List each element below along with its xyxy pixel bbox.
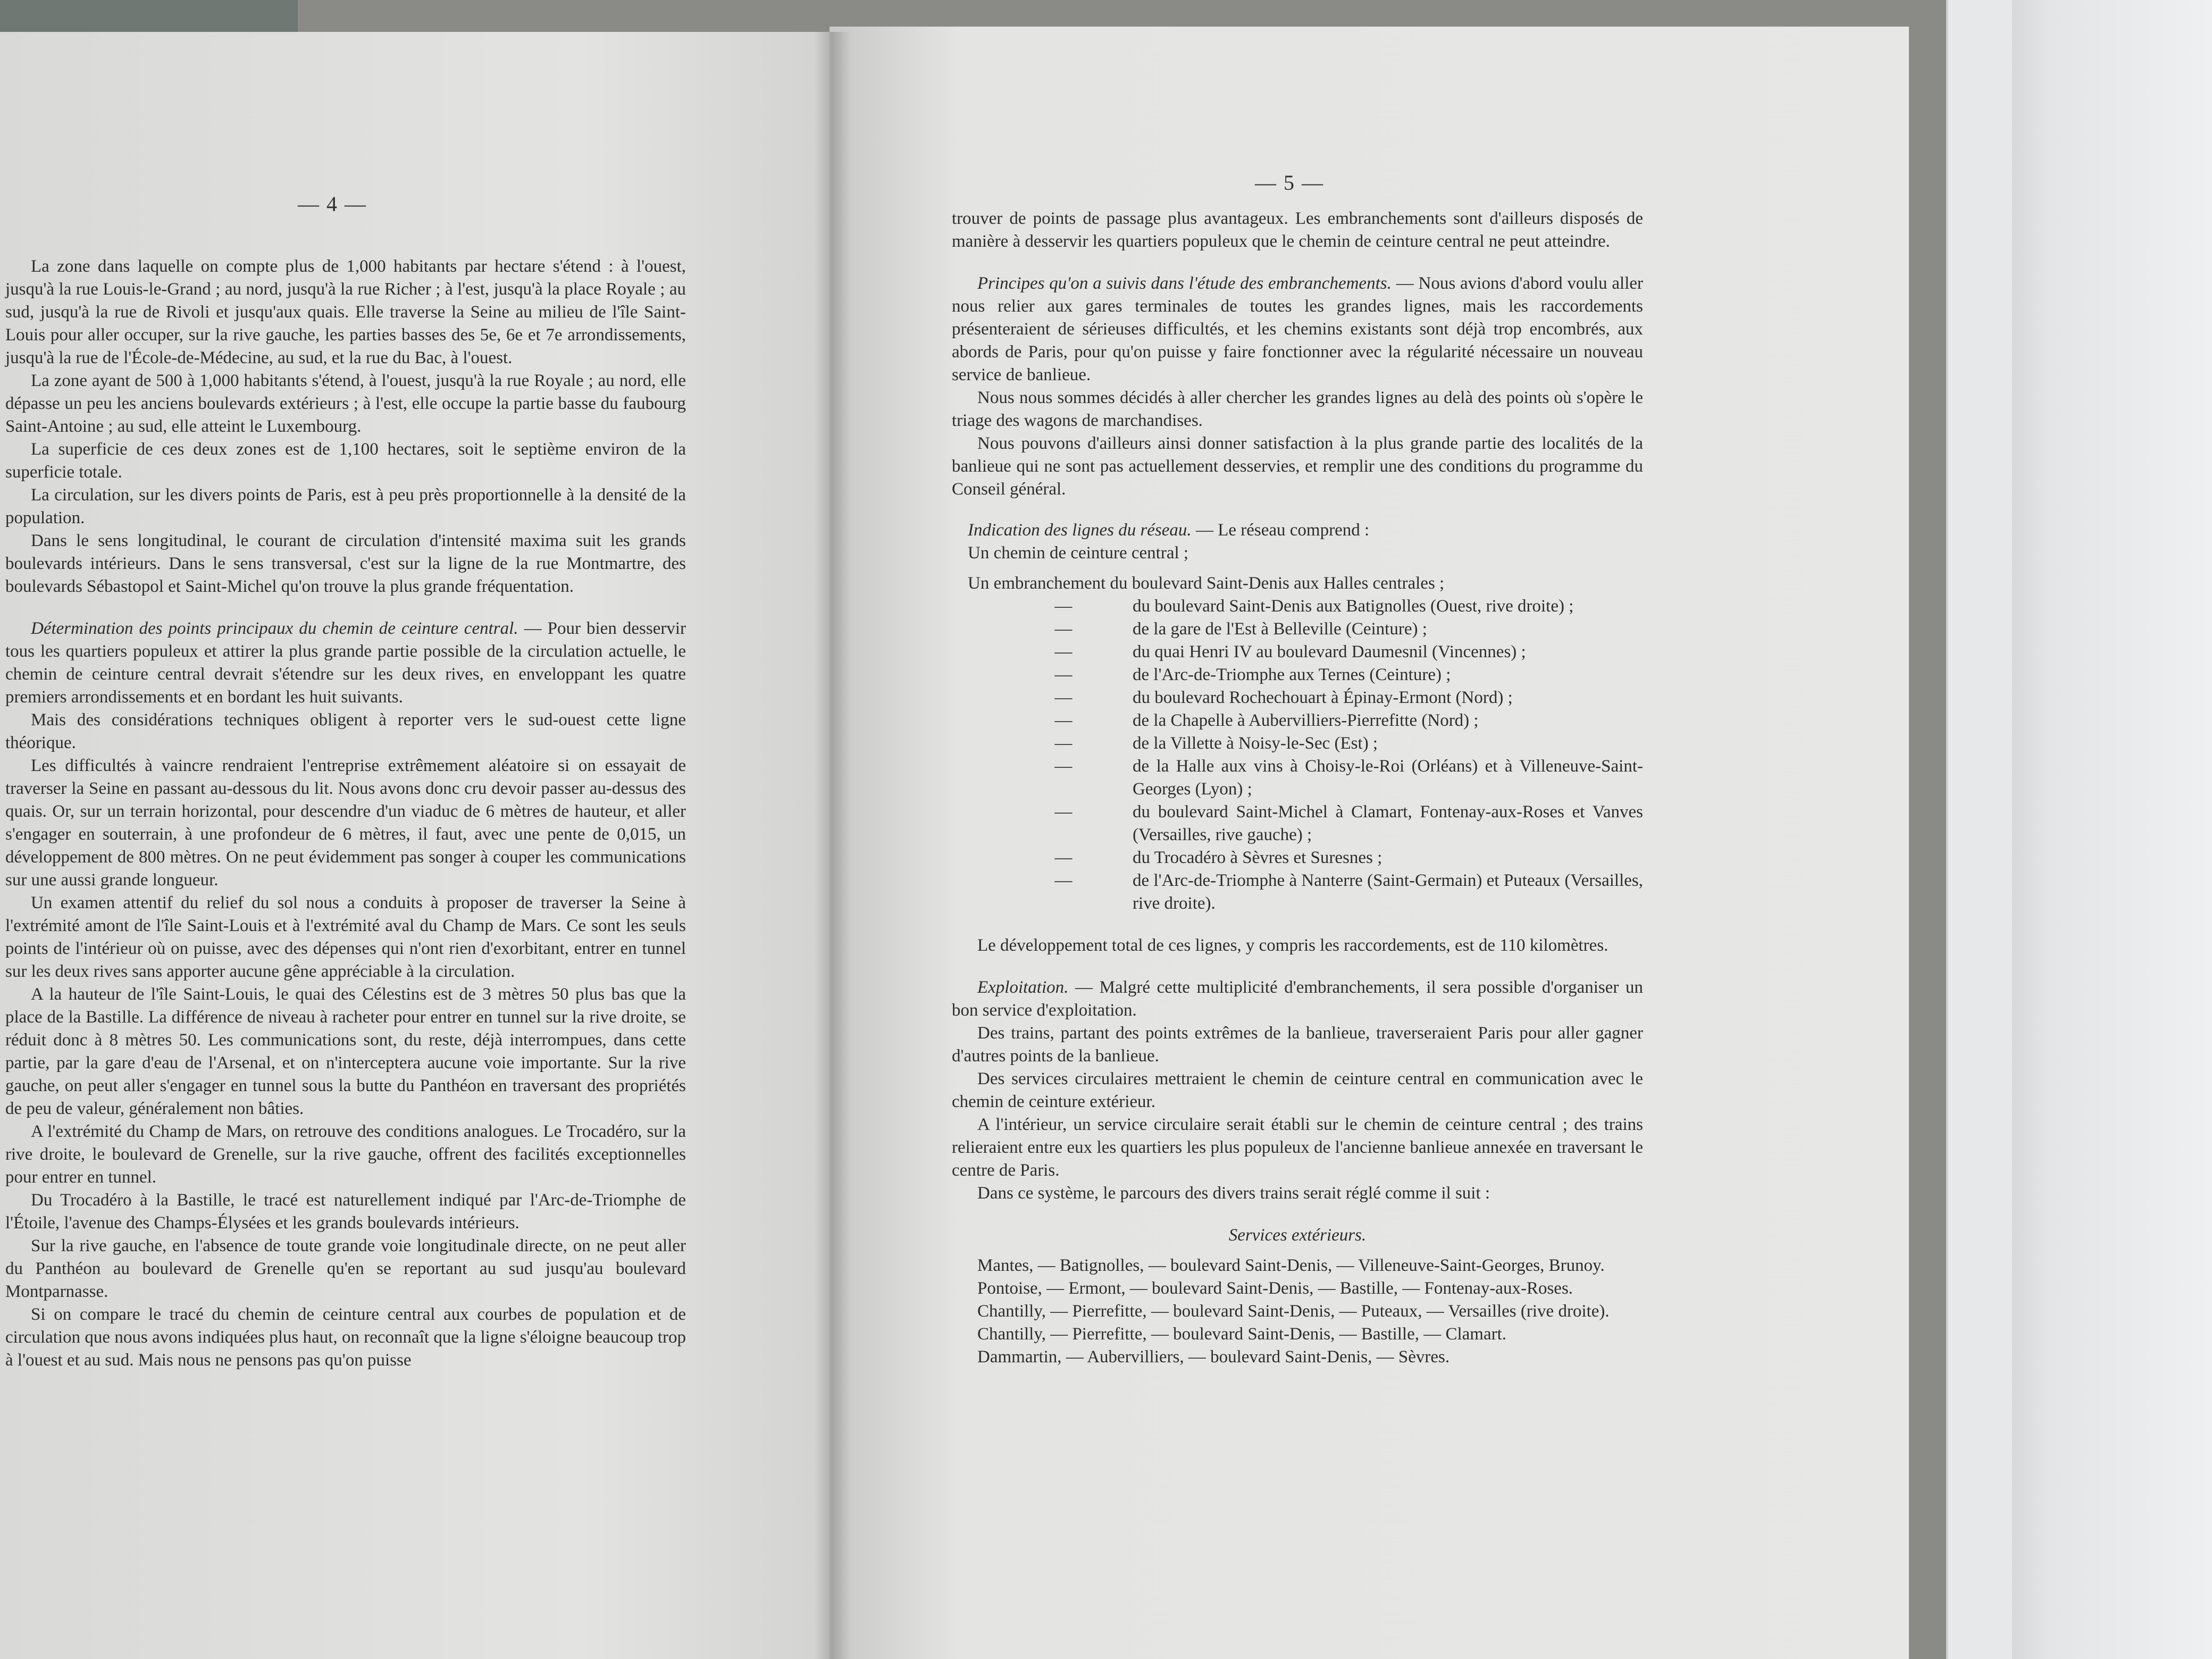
list-item <box>952 664 1643 686</box>
branch-text: du Trocadéro à Sèvres et Suresnes ; <box>1133 848 1382 867</box>
branch-text: de la Chapelle à Aubervilliers-Pierrefitte (Nord) ; <box>1133 711 1479 730</box>
service-line: Chantilly, — Pierrefitte, — boulevard Saint-Denis, — Puteaux, — Versailles (rive droite). <box>977 1302 1610 1321</box>
list-item <box>952 755 1643 801</box>
page-number: — 5 — <box>1255 171 1324 195</box>
right-text-column <box>952 207 1643 1369</box>
dash: — <box>1054 848 1073 867</box>
dash: — <box>1054 597 1073 616</box>
dash: — <box>1054 871 1073 890</box>
paragraph: Dans ce système, le parcours des divers trains serait réglé comme il suit : <box>977 1184 1490 1203</box>
page-number: — 4 — <box>298 192 367 216</box>
list-item <box>952 641 1643 664</box>
section-title: Principes qu'on a suivis dans l'étude des embranchements. <box>977 274 1392 293</box>
list-item <box>952 869 1643 915</box>
dash: — <box>1054 665 1073 684</box>
service-line: Chantilly, — Pierrefitte, — boulevard Saint-Denis, — Bastille, — Clamart. <box>977 1325 1507 1344</box>
paragraph: Un examen attentif du relief du sol nous a conduits à proposer de traverser la Seine à l'extrémité amont de l'île Saint-Louis et à l'extrémité aval du Champ de Mars. Ce sont les seuls points de l'intérieur où on puisse, avec des dépenses qui n'ont rien d'exorbitant, entrer en tunnel sur les deux rives sans apporter aucune gêne appréciable à la circulation. <box>5 893 686 981</box>
dash: — <box>1054 711 1073 730</box>
paragraph: A la hauteur de l'île Saint-Louis, le quai des Célestins est de 3 mètres 50 plus bas que la place de la Bastille. La différence de niveau à racheter pour entrer en tunnel sur la rive droite, se réduit donc à 8 mètres 50. Les communications sont, du reste, déjà interrompues, dans cette partie, par la gare d'eau de l'Arsenal, et on n'interceptera aucune voie importante. Sur la rive gauche, on peut aller s'engager en tunnel sous la butte du Panthéon en traversant des propriétés de peu de valeur, généralement non bâties. <box>5 985 686 1118</box>
paragraph: Des trains, partant des points extrêmes de la banlieue, traverseraient Paris pour aller gagner d'autres points de la banlieue. <box>952 1024 1643 1066</box>
paragraph: Nous nous sommes décidés à aller chercher les grandes lignes au delà des points où s'opère le triage des wagons de marchandises. <box>952 388 1643 430</box>
left-page <box>0 32 830 1659</box>
paragraph: trouver de points de passage plus avantageux. Les embranchements sont d'ailleurs disposés de manière à desservir les quartiers populeux que le chemin de ceinture central ne peut atteindre. <box>952 209 1643 251</box>
paragraph: A l'intérieur, un service circulaire serait établi sur le chemin de ceinture central ; des trains relieraient entre eux les quartiers les plus populeux de l'ancienne banlieue annexée en traversant le centre de Paris. <box>952 1115 1643 1180</box>
paragraph: La zone dans laquelle on compte plus de 1,000 habitants par hectare s'étend : à l'ouest, jusqu'à la rue Louis-le-Grand ; au nord, jusqu'à la rue Richer ; à l'est, jusqu'à la place Royale ; au sud, jusqu'à la rue de Rivoli et jusqu'aux quais. Elle traverse la Seine au milieu de l'île Saint-Louis pour aller occuper, sur la rive gauche, les parties basses des 5e, 6e et 7e arrondissements, jusqu'à la rue de l'École-de-Médecine, au sud, et la rue du Bac, à l'ouest. <box>5 257 686 367</box>
section-title: Indication des lignes du réseau. <box>968 521 1192 540</box>
branch-text: du quai Henri IV au boulevard Daumesnil (Vincennes) ; <box>1133 642 1526 661</box>
right-page <box>830 27 1909 1659</box>
paragraph-text: — Malgré cette multiplicité d'embranchements, il sera possible d'organiser un bon service d'exploitation. <box>952 978 1644 1020</box>
branch-text: de l'Arc-de-Triomphe à Nanterre (Saint-Germain) et Puteaux (Versailles, rive droite). <box>1133 871 1643 913</box>
paragraph: Des services circulaires mettraient le chemin de ceinture central en communication avec le chemin de ceinture extérieur. <box>952 1069 1643 1111</box>
paragraph: Sur la rive gauche, en l'absence de toute grande voie longitudinale directe, on ne peut aller du Panthéon au boulevard de Grenelle qu'en se reportant au sud jusqu'au boulevard Montparnasse. <box>5 1236 686 1301</box>
service-line: Mantes, — Batignolles, — boulevard Saint-Denis, — Villeneuve-Saint-Georges, Brunoy. <box>977 1256 1605 1275</box>
dash: — <box>1054 734 1073 753</box>
dash: — <box>1054 688 1073 707</box>
branch-text: de la Villette à Noisy-le-Sec (Est) ; <box>1133 734 1378 753</box>
list-item <box>952 686 1643 709</box>
services-title: Services extérieurs. <box>1228 1226 1367 1245</box>
paragraph-text: — Le réseau comprend : <box>1195 521 1370 540</box>
section-paragraph <box>5 617 686 709</box>
list-item: Un chemin de ceinture central ; <box>968 543 1189 563</box>
branch-text: du boulevard Saint-Denis aux Batignolles (Ouest, rive droite) ; <box>1133 597 1574 616</box>
page-stack-edge <box>1946 0 2012 1659</box>
branch-list <box>952 595 1643 915</box>
service-line: Dammartin, — Aubervilliers, — boulevard Saint-Denis, — Sèvres. <box>977 1347 1450 1367</box>
branch-text: de l'Arc-de-Triomphe aux Ternes (Ceinture) ; <box>1133 665 1451 684</box>
branch-text: du boulevard Saint-Michel à Clamart, Fontenay-aux-Roses et Vanves (Versailles, rive gauche) ; <box>1133 802 1643 844</box>
dash: — <box>1054 757 1073 776</box>
section-title: Détermination des points principaux du chemin de ceinture central. <box>31 619 518 638</box>
list-item: Un embranchement du boulevard Saint-Denis aux Halles centrales ; <box>968 574 1445 593</box>
paragraph: La circulation, sur les divers points de Paris, est à peu près proportionnelle à la densité de la population. <box>5 485 686 527</box>
section-title <box>952 1224 1643 1247</box>
list-item <box>952 801 1643 847</box>
service-line: Pontoise, — Ermont, — boulevard Saint-Denis, — Bastille, — Fontenay-aux-Roses. <box>977 1279 1573 1298</box>
section-title: Exploitation. <box>977 978 1069 997</box>
section-paragraph <box>952 976 1643 1022</box>
list-item <box>952 595 1643 618</box>
dash: — <box>1054 802 1073 822</box>
branch-text: de la gare de l'Est à Belleville (Ceinture) ; <box>1133 619 1427 639</box>
dash: — <box>1054 642 1073 661</box>
paragraph: Dans le sens longitudinal, le courant de circulation d'intensité maxima suit les grands boulevards intérieurs. Dans le sens transversal, c'est sur la ligne de la rue Montmartre, des boulevards Sébastopol et Saint-Michel qu'on trouve la plus grande fréquentation. <box>5 531 686 596</box>
paragraph-text: — Pour bien desservir tous les quartiers populeux et attirer la plus grande partie possible de la circulation actuelle, le chemin de ceinture central devrait s'étendre sur les deux rives, en enveloppant les quatre premiers arrondissements et en bordant les huit suivants. <box>5 619 686 707</box>
paragraph: Du Trocadéro à la Bastille, le tracé est naturellement indiqué par l'Arc-de-Triomphe de l'Étoile, l'avenue des Champs-Élysées et les grands boulevards intérieurs. <box>5 1191 686 1233</box>
paragraph: Mais des considérations techniques obligent à reporter vers le sud-ouest cette ligne théorique. <box>5 710 686 752</box>
paragraph: La zone ayant de 500 à 1,000 habitants s'étend, à l'ouest, jusqu'à la rue Royale ; au nord, elle dépasse un peu les anciens boulevards extérieurs ; à l'est, elle occupe la partie basse du faubourg Saint-Antoine ; au sud, elle atteint le Luxembourg. <box>5 371 686 436</box>
section-paragraph <box>952 519 1643 542</box>
branch-text: du boulevard Rochechouart à Épinay-Ermont (Nord) ; <box>1133 688 1513 707</box>
list-item <box>952 847 1643 869</box>
book-gutter <box>814 32 851 1659</box>
paragraph: La superficie de ces deux zones est de 1,100 hectares, soit le septième environ de la superficie totale. <box>5 440 686 482</box>
list-item <box>952 732 1643 755</box>
paragraph: Si on compare le tracé du chemin de ceinture central aux courbes de population et de circulation que nous avons indiquées plus haut, on reconnaît que la ligne s'éloigne beaucoup trop à l'ouest et au sud. Mais nous ne pensons pas qu'on puisse <box>5 1305 686 1370</box>
paragraph: A l'extrémité du Champ de Mars, on retrouve des conditions analogues. Le Trocadéro, sur la rive droite, le boulevard de Grenelle, sur la rive gauche, offrent des facilités exceptionnelles pour entrer en tunnel. <box>5 1122 686 1187</box>
branch-text: de la Halle aux vins à Choisy-le-Roi (Orléans) et à Villeneuve-Saint-Georges (Lyon) ; <box>1133 757 1643 799</box>
section-paragraph <box>952 272 1643 387</box>
list-item <box>952 618 1643 641</box>
background-table <box>1978 0 2212 1659</box>
paragraph: Les difficultés à vaincre rendraient l'entreprise extrêmement aléatoire si on essayait de traverser la Seine en passant au-dessous du lit. Nous avons donc cru devoir passer au-dessus des quais. Or, sur un terrain horizontal, pour descendre d'un viaduc de 6 mètres de hauteur, et aller s'engager en souterrain, à une profondeur de 6 mètres, il faut, avec une pente de 0,015, un développement de 800 mètres. On ne peut évidemment pas songer à couper les communications sur une aussi grande longueur. <box>5 756 686 890</box>
paragraph: Le développement total de ces lignes, y compris les raccordements, est de 110 kilomètres. <box>977 936 1608 955</box>
left-text-column <box>5 255 686 1372</box>
dash: — <box>1054 619 1073 639</box>
list-item <box>952 709 1643 732</box>
paragraph-text: — Nous avions d'abord voulu aller nous relier aux gares terminales de toutes les grandes lignes, mais les raccordements présenteraient de sérieuses difficultés, et les chemins existants sont déjà trop encombrés, aux abords de Paris, pour qu'on puisse y faire fonctionner avec la régularité nécessaire un nouveau service de banlieue. <box>952 274 1644 384</box>
paragraph: Nous pouvons d'ailleurs ainsi donner satisfaction à la plus grande partie des localités de la banlieue qui ne sont pas actuellement desservies, et remplir une des conditions du programme du Conseil général. <box>952 434 1643 499</box>
network-list <box>952 519 1643 915</box>
